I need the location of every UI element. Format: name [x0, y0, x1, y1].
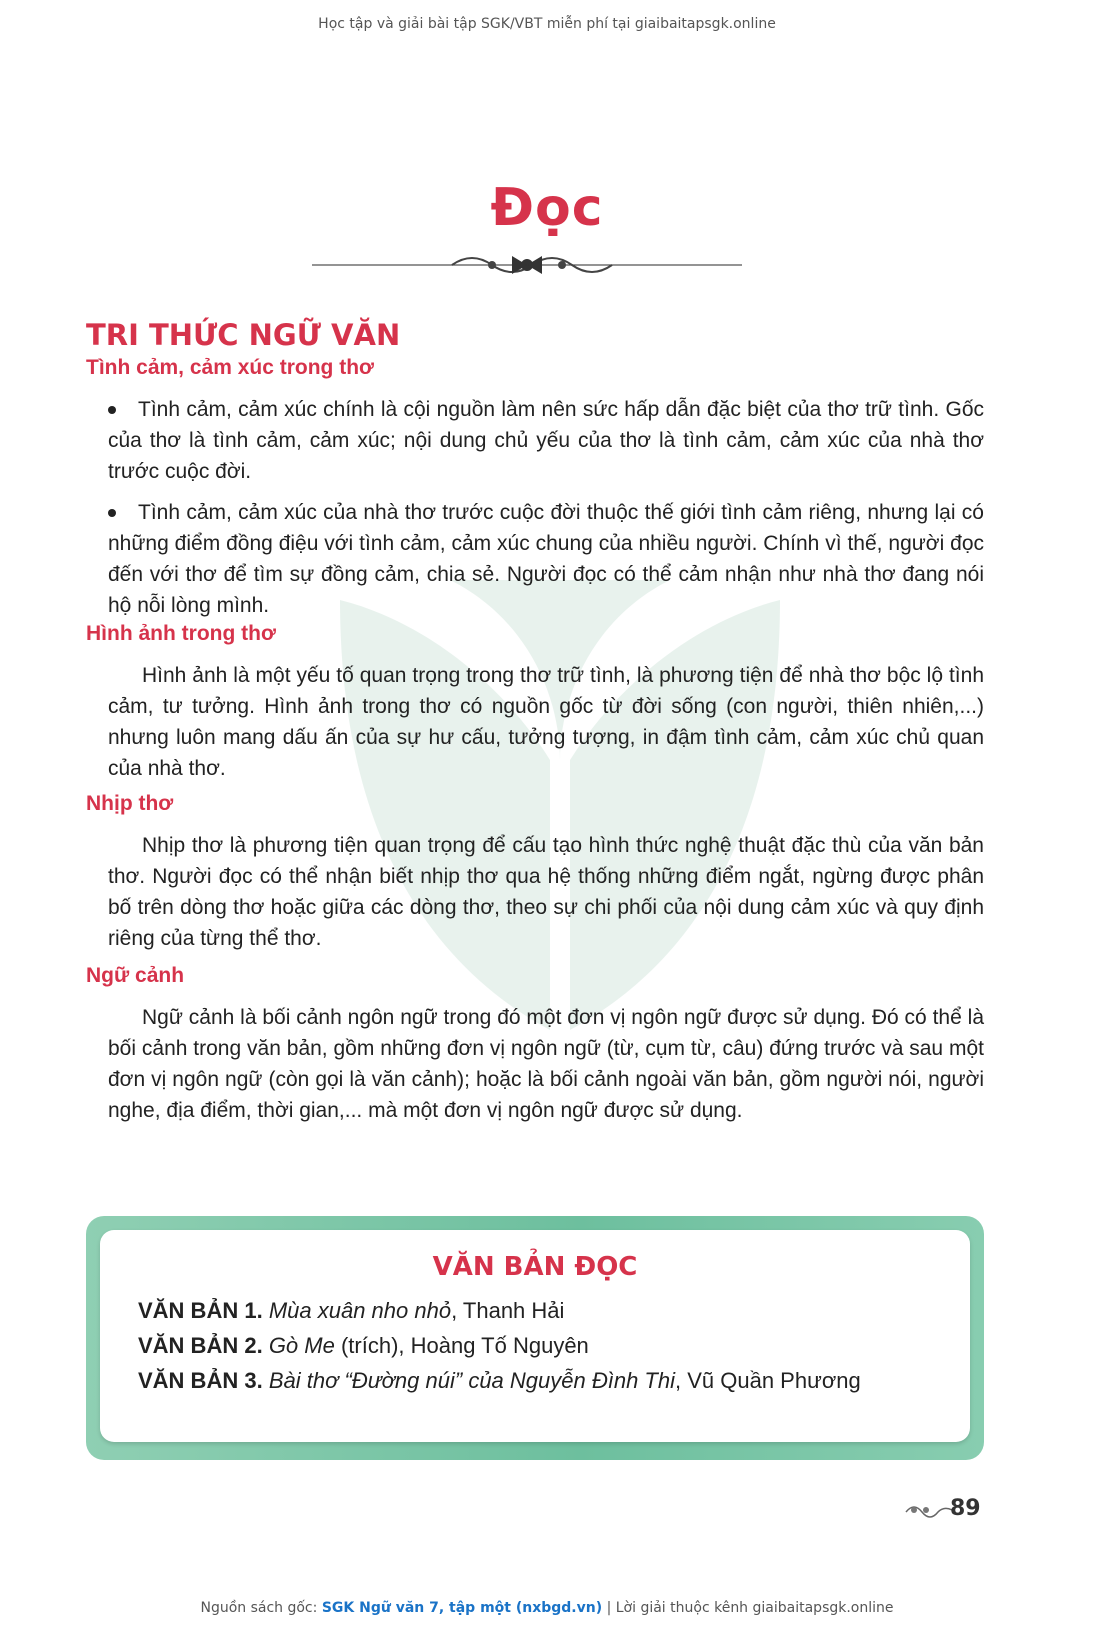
- reading-item: [138, 1368, 861, 1394]
- bullet-paragraph: [108, 497, 984, 621]
- paragraph-rhythm: Nhịp thơ là phương tiện quan trọng để cấu tạo hình thức nghệ thuật đặc thù của văn bản thơ. Người đọc có thể nhận biết nhịp thơ qua hệ thống những điểm ngắt, ngừng được phân bố trên dòng thơ hoặc giữa các dòng thơ, theo sự chi phối của nội dung cảm xúc và quy định riêng của từng thể thơ.: [108, 834, 984, 950]
- reading-list-title: VĂN BẢN ĐỌC: [432, 1252, 638, 1282]
- chapter-title: Đọc: [490, 178, 604, 238]
- reading-list-panel: [100, 1230, 970, 1442]
- reading-item: [138, 1333, 589, 1359]
- bullet-paragraph: [108, 394, 984, 487]
- top-banner: Học tập và giải bài tập SGK/VBT miễn phí tại giaibaitapsgk.online: [318, 16, 776, 32]
- reading-item-author: , Vũ Quần Phương: [675, 1368, 861, 1393]
- reading-item-author: , Thanh Hải: [451, 1298, 565, 1323]
- title-ornament: [312, 250, 742, 280]
- footer-source-link[interactable]: SGK Ngữ văn 7, tập một (nxbgd.vn): [321, 1600, 603, 1616]
- bullet-icon: [108, 406, 116, 414]
- paragraph-images: Hình ảnh là một yếu tố quan trọng trong thơ trữ tình, là phương tiện để nhà thơ bộc lộ tình cảm, tư tưởng. Hình ảnh trong thơ có nguồn gốc từ đời sống (con người, thiên nhiên,...) nhưng luôn mang dấu ấn của sự hư cấu, tưởng tượng, in đậm tình cảm, cảm xúc chủ quan của nhà thơ.: [108, 664, 984, 780]
- subheading-feelings: Tình cảm, cảm xúc trong thơ: [86, 356, 374, 379]
- reading-item-author: , Hoàng Tố Nguyên: [398, 1333, 589, 1358]
- reading-item-label: VĂN BẢN 2.: [138, 1333, 263, 1358]
- subheading-context: Ngữ cảnh: [86, 964, 185, 987]
- reading-item-title: Gò Me: [268, 1333, 335, 1358]
- section-rhythm: [86, 792, 984, 954]
- footer-source: [0, 1600, 1094, 1616]
- reading-item: [138, 1298, 564, 1324]
- bullet-text: Tình cảm, cảm xúc chính là cội nguồn làm nên sức hấp dẫn đặc biệt của thơ trữ tình. Gốc của thơ là tình cảm, cảm xúc; nội dung chủ yếu của thơ là tình cảm, cảm xúc của nhà thơ trước cuộc đời.: [108, 398, 984, 483]
- reading-item-title: Mùa xuân nho nhỏ: [268, 1298, 452, 1323]
- reading-item-note: (trích): [334, 1333, 399, 1358]
- reading-item-label: VĂN BẢN 3.: [138, 1368, 263, 1393]
- page-number: 89: [950, 1496, 981, 1521]
- section-heading: TRI THỨC NGỮ VĂN: [86, 318, 401, 352]
- section-feelings: [86, 356, 984, 621]
- subheading-images: Hình ảnh trong thơ: [86, 622, 276, 645]
- subheading-rhythm: Nhịp thơ: [86, 792, 174, 815]
- footer-prefix: Nguồn sách gốc:: [200, 1600, 322, 1616]
- bullet-text: Tình cảm, cảm xúc của nhà thơ trước cuộc đời thuộc thế giới tình cảm riêng, nhưng lại có những điểm đồng điệu với tình cảm, cảm xúc chung của nhiều người. Chính vì thế, người đọc đến với thơ để tìm sự đồng cảm, chia sẻ. Người đọc có thể cảm nhận như nhà thơ đang nói hộ nỗi lòng mình.: [108, 501, 984, 617]
- section-context: [86, 964, 984, 1126]
- flourish-icon: [904, 1498, 954, 1522]
- section-images: [86, 622, 984, 784]
- paragraph-context: Ngữ cảnh là bối cảnh ngôn ngữ trong đó một đơn vị ngôn ngữ được sử dụng. Đó có thể là bối cảnh trong văn bản, gồm những đơn vị ngôn ngữ (từ, cụm từ, câu) đứng trước và sau một đơn vị ngôn ngữ (còn gọi là văn cảnh); hoặc là bối cảnh ngoài văn bản, gồm người nói, người nghe, địa điểm, thời gian,... mà một đơn vị ngôn ngữ được sử dụng.: [108, 1006, 984, 1122]
- reading-item-label: VĂN BẢN 1.: [138, 1298, 263, 1323]
- bullet-icon: [108, 509, 116, 517]
- footer-suffix: | Lời giải thuộc kênh giaibaitapsgk.online: [602, 1600, 894, 1616]
- reading-list-box: [86, 1216, 984, 1460]
- reading-item-title: Bài thơ “Đường núi” của Nguyễn Đình Thi: [268, 1368, 675, 1393]
